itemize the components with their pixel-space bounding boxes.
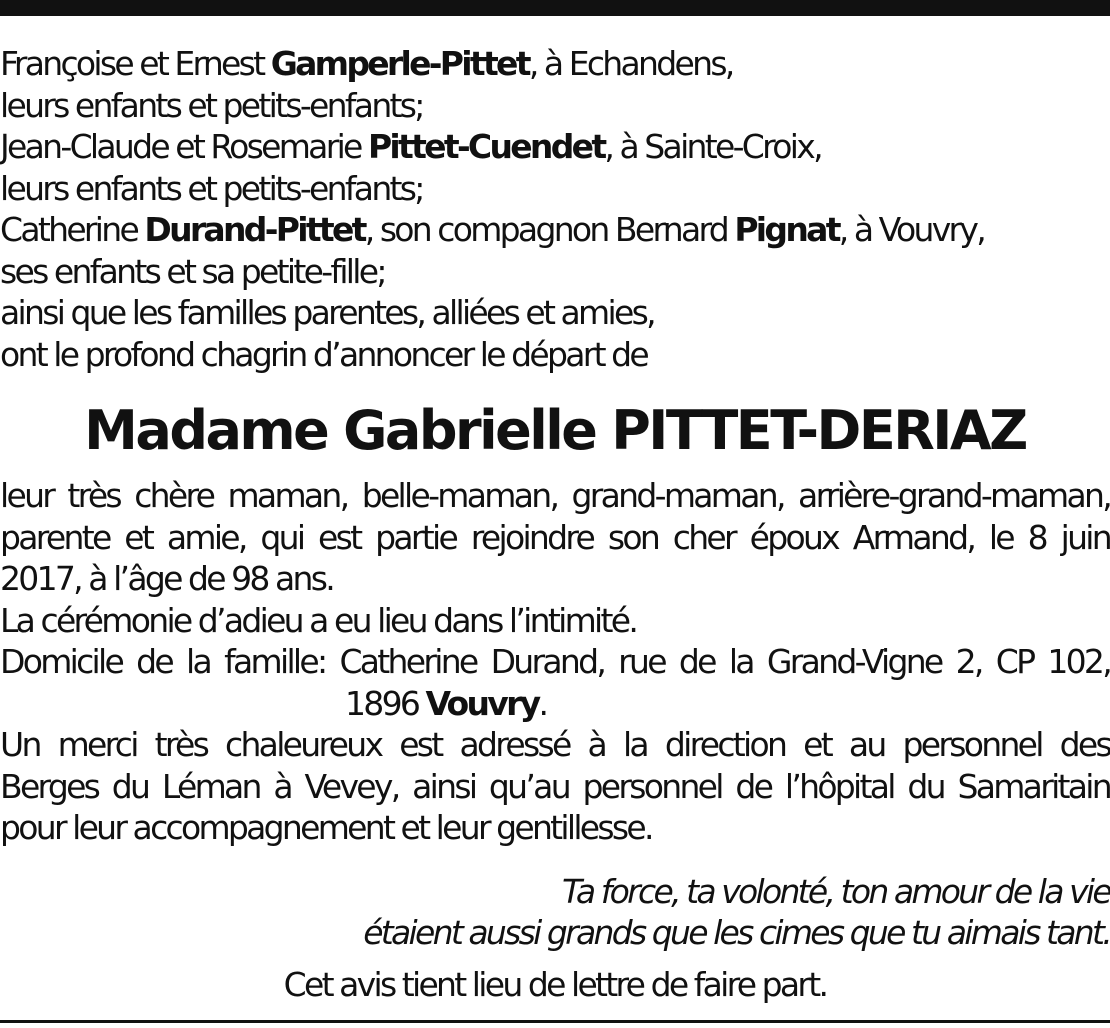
deceased-name-heading: Madame Gabrielle PITTET-DERIAZ (84, 399, 1026, 462)
family-line-2: leurs enfants et petits-enfants; (0, 85, 423, 125)
family-line-5 (0, 209, 1110, 251)
thanks-line: Un merci très chaleureux est adressé à la direction et au personnel des (0, 725, 1110, 764)
family-line-1 (0, 43, 1110, 85)
punctuation: . (538, 683, 547, 723)
thanks-line: Berges du Léman à Vevey, ainsi qu’au personnel de l’hôpital du Samaritain (0, 766, 1110, 806)
body-line: 2017, à l’âge de 98 ans. (0, 559, 334, 598)
family-text: , son compagnon Bernard (364, 210, 735, 249)
body-line: parente et amie, qui est partie rejoindre son cher époux Armand, le 8 juin (0, 517, 1110, 557)
address-line-2 (0, 683, 1110, 725)
town-name: Vouvry (425, 683, 539, 723)
quote-line: étaient aussi grands que les cimes que tu aimais tant. (363, 913, 1110, 952)
family-surname: Pignat (734, 210, 839, 249)
family-text: Françoise et Ernest (0, 44, 271, 83)
family-place: , à Vouvry, (838, 210, 985, 249)
ceremony-line: La cérémonie d’adieu a eu lieu dans l’intimité. (0, 600, 637, 640)
family-line-3 (0, 126, 1110, 168)
family-surname: Gamperle-Pittet (270, 44, 529, 83)
family-line-4: leurs enfants et petits-enfants; (0, 168, 423, 208)
obituary-notice (0, 43, 1110, 1005)
family-line-7: ainsi que les familles parentes, alliées et amies, (0, 293, 654, 332)
family-line-6: ses enfants et sa petite-fille; (0, 251, 385, 291)
family-place: , à Sainte-Croix, (604, 127, 821, 166)
family-line-8: ont le profond chagrin d’annoncer le départ de (0, 334, 648, 374)
postal-code: 1896 (345, 683, 426, 723)
thanks-line: pour leur accompagnement et leur gentillesse. (0, 808, 652, 847)
body-line: leur très chère maman, belle-maman, grand-maman, arrière-grand-maman, (0, 476, 1110, 515)
address-line-1: Domicile de la famille: Catherine Durand, rue de la Grand-Vigne 2, CP 102, (0, 642, 1110, 681)
family-text: Jean-Claude et Rosemarie (0, 127, 368, 166)
family-surname: Pittet-Cuendet (367, 127, 605, 166)
family-text: Catherine (0, 210, 145, 249)
quote-block (0, 871, 1110, 954)
family-place: , à Echandens, (528, 44, 733, 83)
closing-notice: Cet avis tient lieu de lettre de faire part. (283, 964, 827, 1004)
top-border-rule (0, 0, 1110, 16)
bottom-border-rule (0, 1020, 1110, 1023)
family-surname: Durand-Pittet (144, 210, 365, 249)
quote-line: Ta force, ta volonté, ton amour de la vie (561, 871, 1110, 911)
